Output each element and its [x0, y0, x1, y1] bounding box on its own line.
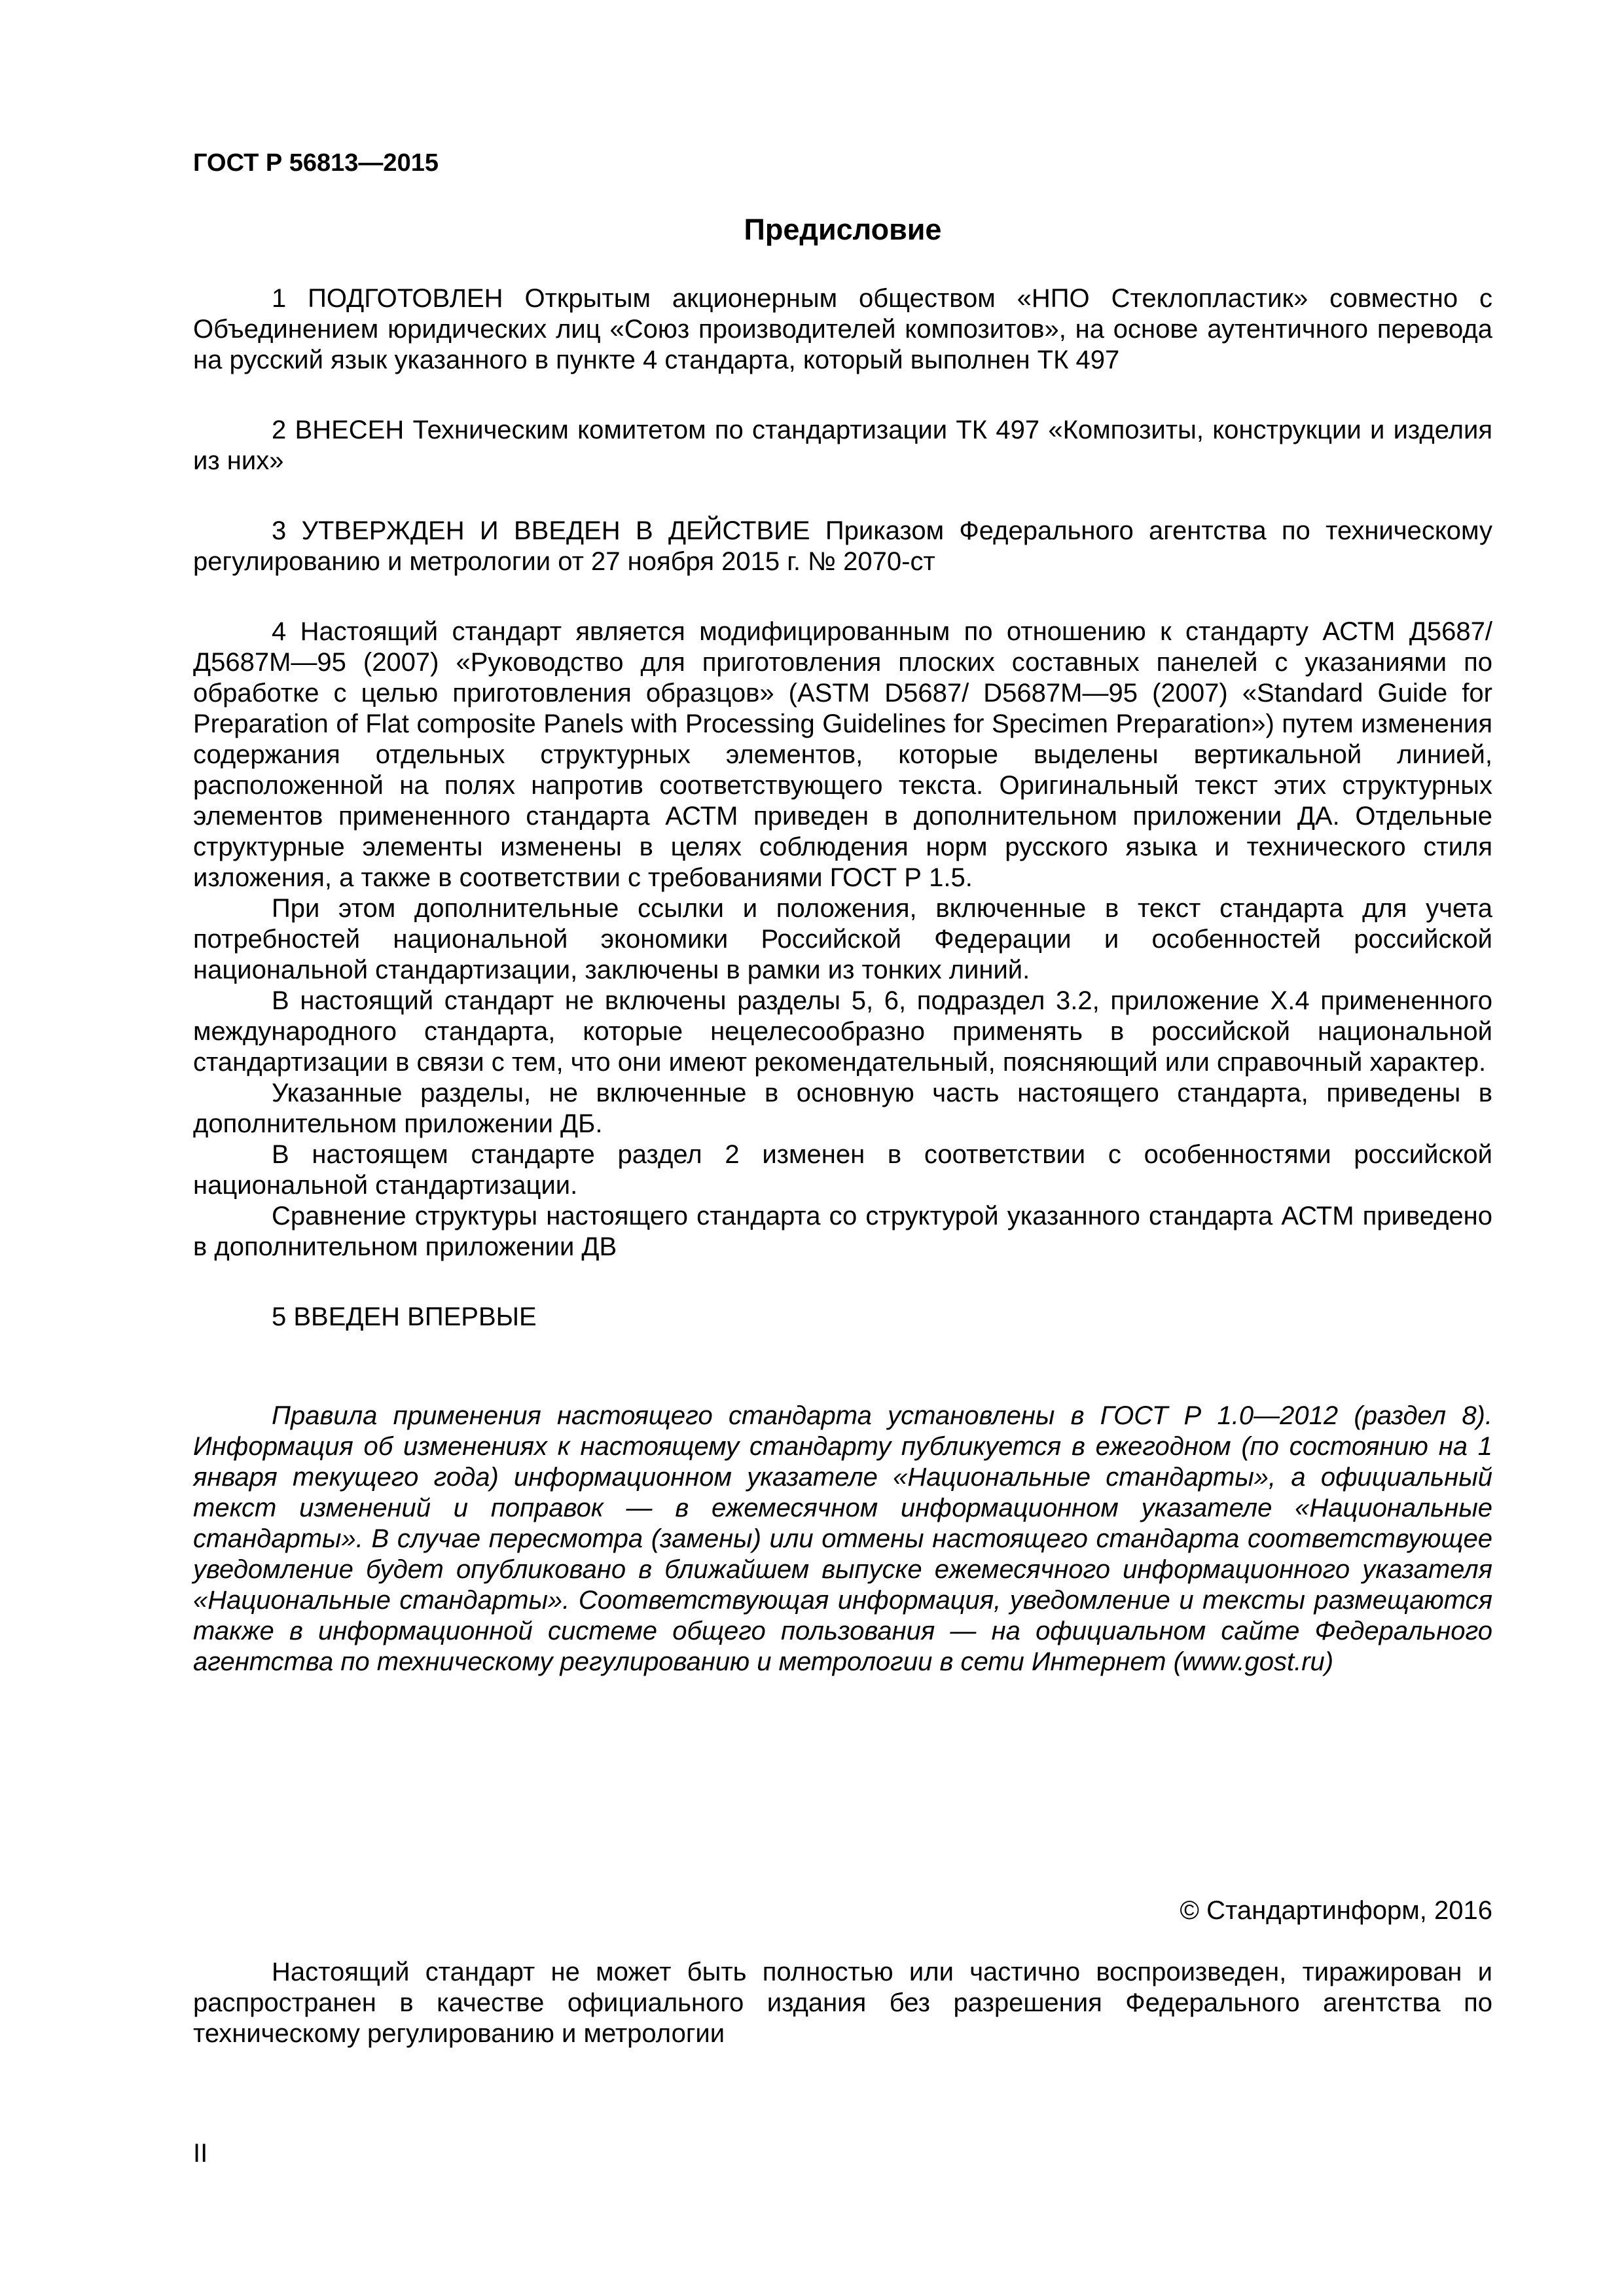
foreword-body: [193, 283, 1492, 1333]
item-4-modification: 4 Настоящий стандарт является модифицированным по отношению к стандарту АСТМ Д5687/Д5687М—95 (2007) «Руководство для приготовления плоских составных панелей с указаниями по обработке с целью приготовления образцов» (ASTM D5687/ D5687M—95 (2007) «Standard Guide for Preparation of Flat composite Panels with Processing Guidelines for Specimen Preparation») путем изменения содержания отдельных структурных элементов, которые выделены вертикальной линией, расположенной на полях напротив соответствующего текста. Оригинальный текст этих структурных элементов примененного стандарта АСТМ приведен в дополнительном приложении ДА. Отдельные структурные элементы изменены в целях соблюдения норм русского языка и технического стиля изложения, а также в соответствии с требованиями ГОСТ Р 1.5.: [193, 617, 1492, 892]
item-3-approved: 3 УТВЕРЖДЕН И ВВЕДЕН В ДЕЙСТВИЕ Приказом Федерального агентства по техническому регулированию и метрологии от 27 ноября 2015 г. № 2070-ст: [193, 516, 1492, 576]
reproduction-rights: [193, 1957, 1492, 2049]
item-1-prepared: 1 ПОДГОТОВЛЕН Открытым акционерным обществом «НПО Стеклопластик» совместно с Объединением юридических лиц «Союз производителей композитов», на основе аутентичного перевода на русский язык указанного в пункте 4 стандарта, который выполнен ТК 497: [193, 284, 1492, 374]
item-5-introduced: 5 ВВЕДЕН ВПЕРВЫЕ: [272, 1302, 537, 1331]
page-number: II: [193, 2139, 208, 2168]
item-4-appendix-db: Указанные разделы, не включенные в основную часть настоящего стандарта, приведены в дополнительном приложении ДБ.: [193, 1079, 1492, 1138]
item-4-section-2-changed: В настоящем стандарте раздел 2 изменен в соответствии с особенностями российской национальной стандартизации.: [193, 1140, 1492, 1200]
item-4-additional-references: При этом дополнительные ссылки и положения, включенные в текст стандарта для учета потребностей национальной экономики Российской Федерации и особенностей российской национальной стандартизации, заключены в рамки из тонких линий.: [193, 894, 1492, 984]
copyright: © Стандартинформ, 2016: [1180, 1896, 1492, 1925]
rights-text: Настоящий стандарт не может быть полностью или частично воспроизведен, тиражирован и распространен в качестве официального издания без разрешения Федерального агентства по техническому регулированию и метрологии: [193, 1958, 1492, 2048]
item-4-excluded-sections: В настоящий стандарт не включены разделы 5, 6, подраздел 3.2, приложение Х.4 примененного международного стандарта, которые нецелесообразно применять в российской национальной стандартизации в связи с тем, что они имеют рекомендательный, поясняющий или справочный характер.: [193, 986, 1492, 1077]
notice-text: Правила применения настоящего стандарта установлены в ГОСТ Р 1.0—2012 (раздел 8). Информация об изменениях к настоящему стандарту публикуется в ежегодном (по состоянию на 1 января текущего года) информационном указателе «Национальные стандарты», а официальный текст изменений и поправок — в ежемесячном информационном указателе «Национальные стандарты». В случае пересмотра (замены) или отмены настоящего стандарта соответствующее уведомление будет опубликовано в ближайшем выпуске ежемесячного информационного указателя «Национальные стандарты». Соответствующая информация, уведомление и тексты размещаются также в информационной системе общего пользования — на официальном сайте Федерального агентства по техническому регулированию и метрологии в сети Интернет (www.gost.ru): [193, 1401, 1492, 1676]
application-rules-notice: [193, 1401, 1492, 1677]
item-2-submitted: 2 ВНЕСЕН Техническим комитетом по стандартизации ТК 497 «Композиты, конструкции и изделия из них»: [193, 416, 1492, 475]
document-code: ГОСТ Р 56813—2015: [193, 149, 439, 177]
item-4-structure-comparison: Сравнение структуры настоящего стандарта со структурой указанного стандарта АСТМ приведено в дополнительном приложении ДВ: [193, 1202, 1492, 1261]
page-title: Предисловие: [744, 213, 942, 246]
